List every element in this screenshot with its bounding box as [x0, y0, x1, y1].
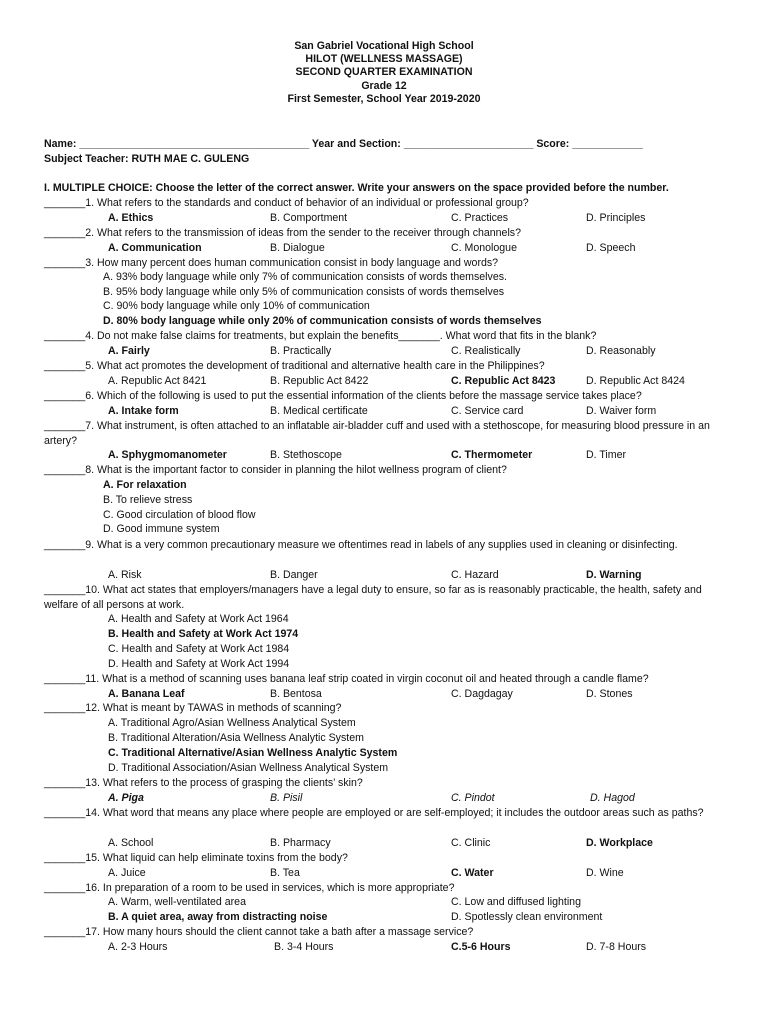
q4-option-b: B. Practically: [270, 345, 332, 357]
q12-option-b: B. Traditional Alteration/Asia Wellness Analytic System: [108, 732, 364, 744]
name-label: Name:: [44, 138, 77, 150]
question-4: _______4. Do not make false claims for treatments, but explain the benefits_______. What word that fits in the blank?: [44, 330, 597, 342]
question-2: _______2. What refers to the transmission of ideas from the sender to the receiver through channels?: [44, 227, 521, 239]
q17-option-c: C.5-6 Hours: [451, 941, 511, 953]
q14-option-a: A. School: [108, 837, 154, 849]
q16-option-a: A. Warm, well-ventilated area: [108, 896, 246, 908]
question-17: _______17. How many hours should the client cannot take a bath after a massage service?: [44, 926, 474, 938]
q16-option-b: B. A quiet area, away from distracting noise: [108, 911, 328, 923]
subject-title: HILOT (WELLNESS MASSAGE): [305, 53, 463, 66]
question-1: _______1. What refers to the standards and conduct of behavior of an individual or professional group?: [44, 197, 529, 209]
q15-option-b: B. Tea: [270, 867, 300, 879]
year-section-label: Year and Section:: [311, 138, 401, 150]
q10-option-a: A. Health and Safety at Work Act 1964: [108, 613, 289, 625]
exam-header: [0, 40, 768, 106]
q14-option-c: C. Clinic: [451, 837, 491, 849]
question-13: _______13. What refers to the process of grasping the clients’ skin?: [44, 777, 363, 789]
q8-option-c: C. Good circulation of blood flow: [103, 509, 256, 521]
exam-title: SECOND QUARTER EXAMINATION: [295, 66, 473, 79]
q17-option-a: A. 2-3 Hours: [108, 941, 168, 953]
q3-option-a: A. 93% body language while only 7% of communication consists of words themselves.: [103, 271, 507, 283]
q12-option-d: D. Traditional Association/Asian Wellness Analytical System: [108, 762, 389, 774]
q9-option-b: B. Danger: [270, 569, 318, 581]
q8-option-a: A. For relaxation: [103, 479, 187, 491]
q17-option-b: B. 3-4 Hours: [274, 941, 334, 953]
question-11: _______11. What is a method of scanning uses banana leaf strip coated in virgin coconut oil and heated through a candle flame?: [44, 673, 649, 685]
grade-level: Grade 12: [361, 79, 407, 92]
q7-option-d: D. Timer: [586, 449, 627, 461]
q16-option-d: D. Spotlessly clean environment: [451, 911, 603, 923]
q8-option-b: B. To relieve stress: [103, 494, 193, 506]
q13-option-b: B. Pisil: [270, 792, 303, 804]
q12-option-a: A. Traditional Agro/Asian Wellness Analytical System: [108, 717, 356, 729]
question-5: _______5. What act promotes the development of traditional and alternative health care in the Philippines?: [44, 360, 545, 372]
q1-option-a: A. Ethics: [108, 212, 154, 224]
q3-option-d: D. 80% body language while only 20% of communication consists of words themselves: [103, 315, 542, 327]
q1-option-b: B. Comportment: [270, 212, 348, 224]
q8-option-d: D. Good immune system: [103, 523, 220, 535]
q5-option-a: A. Republic Act 8421: [108, 375, 207, 387]
q16-option-c: C. Low and diffused lighting: [451, 896, 581, 908]
q4-option-a: A. Fairly: [108, 345, 150, 357]
q10-option-c: C. Health and Safety at Work Act 1984: [108, 643, 290, 655]
student-info-line: [44, 138, 734, 150]
question-10: _______10. What act states that employers/managers have a legal duty to ensure, so far as is reasonably practicable, the health, safety and welfare of all persons at work.: [44, 584, 702, 611]
q6-option-b: B. Medical certificate: [270, 405, 368, 417]
q2-option-a: A. Communication: [108, 242, 202, 254]
q9-option-d: D. Warning: [586, 569, 642, 581]
q5-option-d: D. Republic Act 8424: [586, 375, 685, 387]
q15-option-d: D. Wine: [586, 867, 624, 879]
q11-option-d: D. Stones: [586, 688, 633, 700]
question-15: _______15. What liquid can help eliminate toxins from the body?: [44, 852, 348, 864]
year-section-blank: ______________________: [403, 138, 534, 150]
q17-option-d: D. 7-8 Hours: [586, 941, 647, 953]
q7-option-b: B. Stethoscope: [270, 449, 342, 461]
q14-option-b: B. Pharmacy: [270, 837, 331, 849]
q7-option-a: A. Sphygmomanometer: [108, 449, 227, 461]
q6-option-a: A. Intake form: [108, 405, 179, 417]
q6-option-d: D. Waiver form: [586, 405, 657, 417]
q4-option-c: C. Realistically: [451, 345, 521, 357]
q1-option-d: D. Principles: [586, 212, 646, 224]
q2-option-c: C. Monologue: [451, 242, 517, 254]
question-16: _______16. In preparation of a room to be used in services, which is more appropriate?: [44, 882, 455, 894]
q9-option-a: A. Risk: [108, 569, 142, 581]
q3-option-b: B. 95% body language while only 5% of communication consists of words themselves: [103, 286, 505, 298]
instructions: I. MULTIPLE CHOICE: Choose the letter of the correct answer. Write your answers on the space provided before the number.: [44, 182, 669, 194]
q10-option-b: B. Health and Safety at Work Act 1974: [108, 628, 299, 640]
q4-option-d: D. Reasonably: [586, 345, 656, 357]
q14-option-d: D. Workplace: [586, 837, 653, 849]
q13-option-a: A. Piga: [108, 792, 144, 804]
question-8: _______8. What is the important factor to consider in planning the hilot wellness program of client?: [44, 464, 507, 476]
q11-option-c: C. Dagdagay: [451, 688, 513, 700]
question-9: _______9. What is a very common precautionary measure we oftentimes read in labels of any supplies used in cleaning or disinfecting.: [44, 539, 678, 551]
score-label: Score:: [536, 138, 570, 150]
school-term: First Semester, School Year 2019-2020: [287, 92, 481, 105]
q13-option-d: D. Hagod: [590, 792, 635, 804]
question-7: _______7. What instrument, is often attached to an inflatable air-bladder cuff and used with a stethoscope, for measuring blood pressure in an artery?: [44, 420, 710, 447]
question-14: _______14. What word that means any place where people are employed or are self-employed; it includes the outdoor areas such as paths?: [44, 807, 704, 819]
subject-teacher: Subject Teacher: RUTH MAE C. GULENG: [44, 153, 250, 165]
q5-option-b: B. Republic Act 8422: [270, 375, 369, 387]
question-12: _______12. What is meant by TAWAS in methods of scanning?: [44, 702, 342, 714]
q9-option-c: C. Hazard: [451, 569, 499, 581]
q11-option-b: B. Bentosa: [270, 688, 322, 700]
q15-option-c: C. Water: [451, 867, 494, 879]
q11-option-a: A. Banana Leaf: [108, 688, 185, 700]
name-blank: _______________________________________: [79, 138, 310, 150]
q6-option-c: C. Service card: [451, 405, 524, 417]
q10-option-d: D. Health and Safety at Work Act 1994: [108, 658, 290, 670]
q2-option-b: B. Dialogue: [270, 242, 325, 254]
q13-option-c: C. Pindot: [451, 792, 495, 804]
q1-option-c: C. Practices: [451, 212, 509, 224]
q3-option-c: C. 90% body language while only 10% of communication: [103, 300, 370, 312]
school-name: San Gabriel Vocational High School: [294, 40, 474, 52]
q7-option-c: C. Thermometer: [451, 449, 533, 461]
q2-option-d: D. Speech: [586, 242, 636, 254]
question-6: _______6. Which of the following is used to put the essential information of the clients before the massage service takes place?: [44, 390, 642, 402]
q5-option-c: C. Republic Act 8423: [451, 375, 556, 387]
score-blank: ____________: [572, 138, 643, 150]
question-3: _______3. How many percent does human communication consist in body language and words?: [44, 257, 499, 269]
q12-option-c: C. Traditional Alternative/Asian Wellness Analytic System: [108, 747, 398, 759]
q15-option-a: A. Juice: [108, 867, 146, 879]
